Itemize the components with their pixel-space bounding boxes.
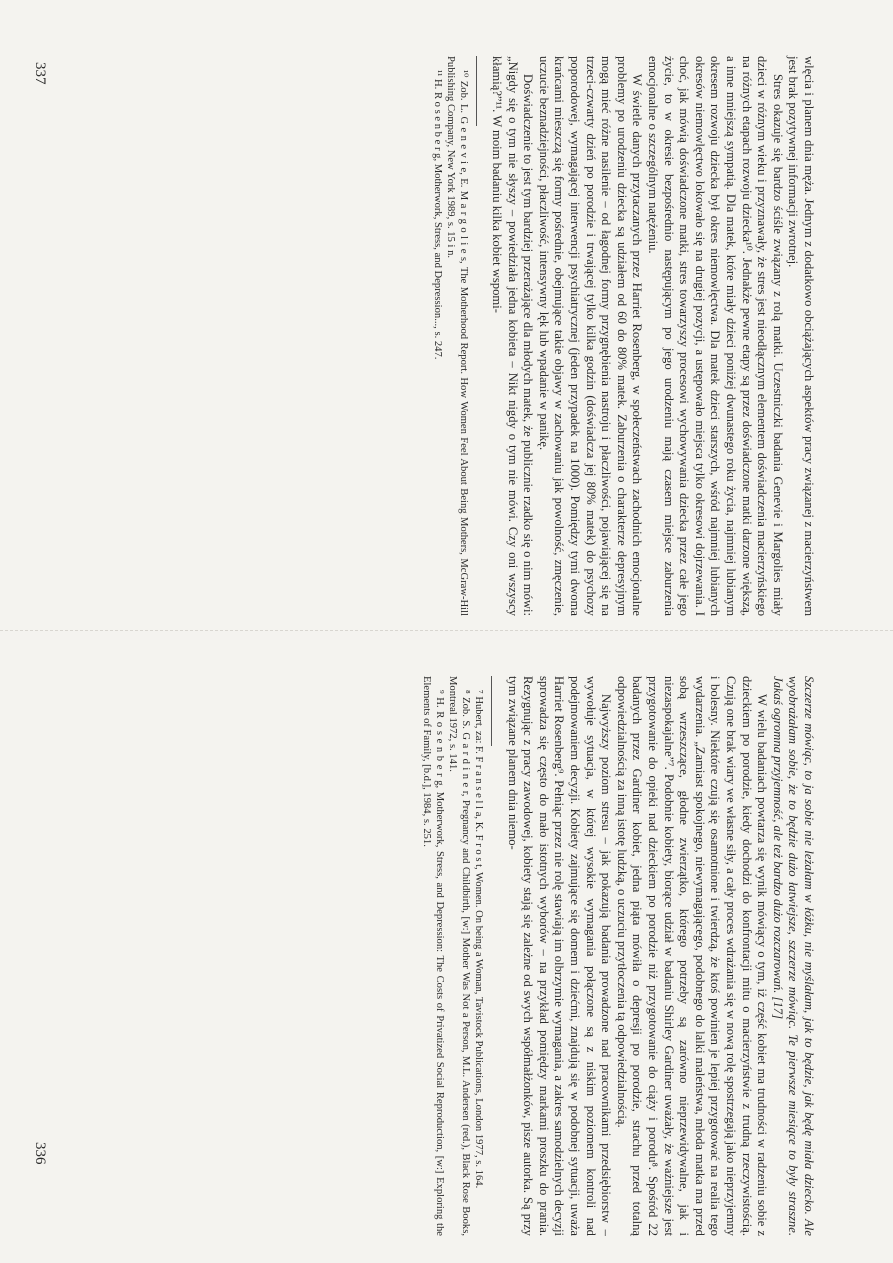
body-paragraph: Doświadczenie to jest tym bardziej przerażające dla młodych matek, że publicznie rzadko się o nim mówi: „Nigdy się o tym nie słyszy – powiedziała jedna kobieta – Nikt nigdy o tym nie mówi. Czy oni wszyscy kłamią?”¹¹. W moim badaniu kilka kobiet wspomi-	[490, 56, 536, 616]
body-paragraph: wlęcia i planem dnia męża. Jednym z dodatkowo obciążających aspektów pracy związanej z macierzyństwem jest brak pozytywnej informacji zwrotnej.	[786, 56, 816, 616]
spine-gutter	[0, 630, 893, 632]
quote-paragraph: Szczerze mówiąc, to ja sobie nie leżałam w łóżku, nie myślałam, jak to będzie, jak będę miała dziecko. Ale wyobrażałam sobie, że to będzie dużo łatwiejsze, szczerze mówiąc. Te pierwsze miesiące to były straszne. Jakaś ogromna przyjemność, ale też bardzo dużo rozczarowań. [17]	[770, 676, 816, 1236]
page-336-footnotes	[420, 676, 485, 1236]
footnote-rule	[491, 676, 492, 746]
footnote-9: ⁹ H. R o s e n b e r g, Motherwork, Stress, and Depression: The Costs of Privatized Social Reproduction, [w:] Exploring the Elements of Family, [b.d.], 1984, s. 251.	[421, 676, 446, 1236]
page-336-body	[504, 676, 816, 1236]
body-paragraph: W świetle danych przytaczanych przez Harriet Rosenberg, w społeczeństwach zachodnich emocjonalne problemy po urodzeniu dziecka są udziałem od 60 do 80% matek. Zaburzenia o charakterze depresyjnym mogą mieć różne nasilenie – od łagodnej formy przygnębienia nastroju i płaczliwości, pojawiającej się na trzeci-czwarty dzień po porodzie i trwającej tylko kilka godzin (doświadcza jej 80% matek) do psychozy poporodowej, wymagającej interwencji psychiatrycznej (jeden przypadek na 1000). Pomiędzy tymi dwoma krańcami mieszczą się formy pośrednie, obejmujące takie objawy w zachowaniu jak powolność, zmęczenie, uczucie beznadziejności, płaczliwość, intensywny lęk lub wpadanie w panikę.	[536, 56, 645, 616]
footnote-11: ¹¹ H. R o s e n b e r g, Motherwork, Stress, and Depression..., s. 247.	[431, 70, 443, 360]
body-paragraph: Stres okazuje się bardzo ściśle związany z rolą matki. Uczestniczki badania Genevie i Margolies miały dzieci w różnym wieku i przyznawały, że stres jest nieodłącznym elementem doświadczenia macierzyńskiego na różnych etapach rozwoju dziecka¹⁰. Jednakże pewne etapy są przez doświadczone matki darzone większą, a inne mniejszą sympatią. Dla matek, które miały dzieci poniżej dwunastego roku życia, najmniej lubianym okresem rozwoju dziecka był okres niemowlęctwa. Dla matek dzieci starszych, wśród najmniej lubianych okresów niemowlęctwo lokowało się na drugiej pozycji, a ustępowało miejsca tylko okresowi dojrzewania. I choć, jak mówią doświadczone matki, stres towarzyszy procesowi wychowywania dziecka przez całe jego życie, to w okresie bezpośrednio następującym po jego urodzeniu mają czasem miejsce zaburzenia emocjonalne o szczególnym natężeniu.	[646, 56, 785, 616]
page-337-footnotes	[431, 56, 470, 616]
page-337	[431, 56, 816, 616]
page-number-336: 336	[32, 1142, 48, 1165]
page-337-body	[489, 56, 816, 616]
body-paragraph: W wielu badaniach powtarza się wynik mówiący o tym, iż część kobiet ma trudności w radzeniu sobie z dzieckiem po porodzie, kiedy dochodzi do konfrontacji mitu o macierzyństwie z trudną rzeczywistością. Czują one brak wiary we własne siły, a cały proces wdrażania się w nową rolę spostrzegają jako nieprzyjemny i bolesny. Niektóre czują się osamotnione i twierdzą, że ktoś powinien je lepiej przygotować na realia tego wydarzenia. „Zamiast spokojnego, niewymagającego, podobnego do lalki maleństwa, młoda matka ma przed sobą wrzeszczące, głodne zwierzątko, którego potrzeby są zarówno nieprzewidywalne, jak i niezaspokajalne”⁷. Podobnie kobiety, biorące udział w badaniu Shirley Gardiner uważały, że ważniejsze jest przygotowanie do opieki nad dzieckiem po porodzie niż przygotowanie do ciąży i porodu⁸. Spośród 22 badanych przez Gardiner kobiet, jedna piąta mówiła o depresji po porodzie, strachu przed totalną odpowiedzialnością za inną istotę ludzką, o uczuciu przytłoczenia tą odpowiedzialnością.	[614, 676, 770, 1236]
page-number-337: 337	[32, 62, 48, 85]
footnote-7: ⁷ Hubert, za: F. F r a n s e l l a, K. F r o s t, Women. On being a Woman, Tavistock Publications, London 1977, s. 164.	[473, 690, 485, 1189]
body-paragraph: Najwyższy poziom stresu – jak pokazują badania prowadzone nad pracownikami przedsiębiorstw – wywołuje sytuacja, w której wysokie wymagania połączone są z niskim poziomem kontroli nad podejmowaniem decyzji. Kobiety zajmujące się domem i dziećmi, znajdują się w podobnej sytuacji, uważa Harriet Rosenberg⁹. Pełniąc przez nie rolę stawiają im olbrzymie wymagania, a zakres samodzielnych decyzji sprowadza się często do mało istotnych wyborów – na przykład pomiędzy markami proszku do prania. Rezygnując z pracy zawodowej, kobiety stają się zależne od swych współmałżonków, pisze autorka. Są przy tym związane planem dnia niemo-	[505, 676, 614, 1236]
footnote-10: ¹⁰ Zob. L. G e n e v i e, E. M a r g o l i e s, The Motherhood Report. How Women Feel About Being Mothers, McGraw-Hill Publishing Company, New York 1989, s. 15 i n.	[444, 56, 469, 616]
page-336	[420, 676, 816, 1236]
footnote-rule	[476, 56, 477, 126]
footnote-8: ⁸ Zob. S. G a r d i n e r, Pregnancy and Childbirth, [w:] Mother Was Not a Person, M.L. Andersen (red.), Black Rose Books, Montreal 1972, s. 141.	[447, 676, 472, 1236]
